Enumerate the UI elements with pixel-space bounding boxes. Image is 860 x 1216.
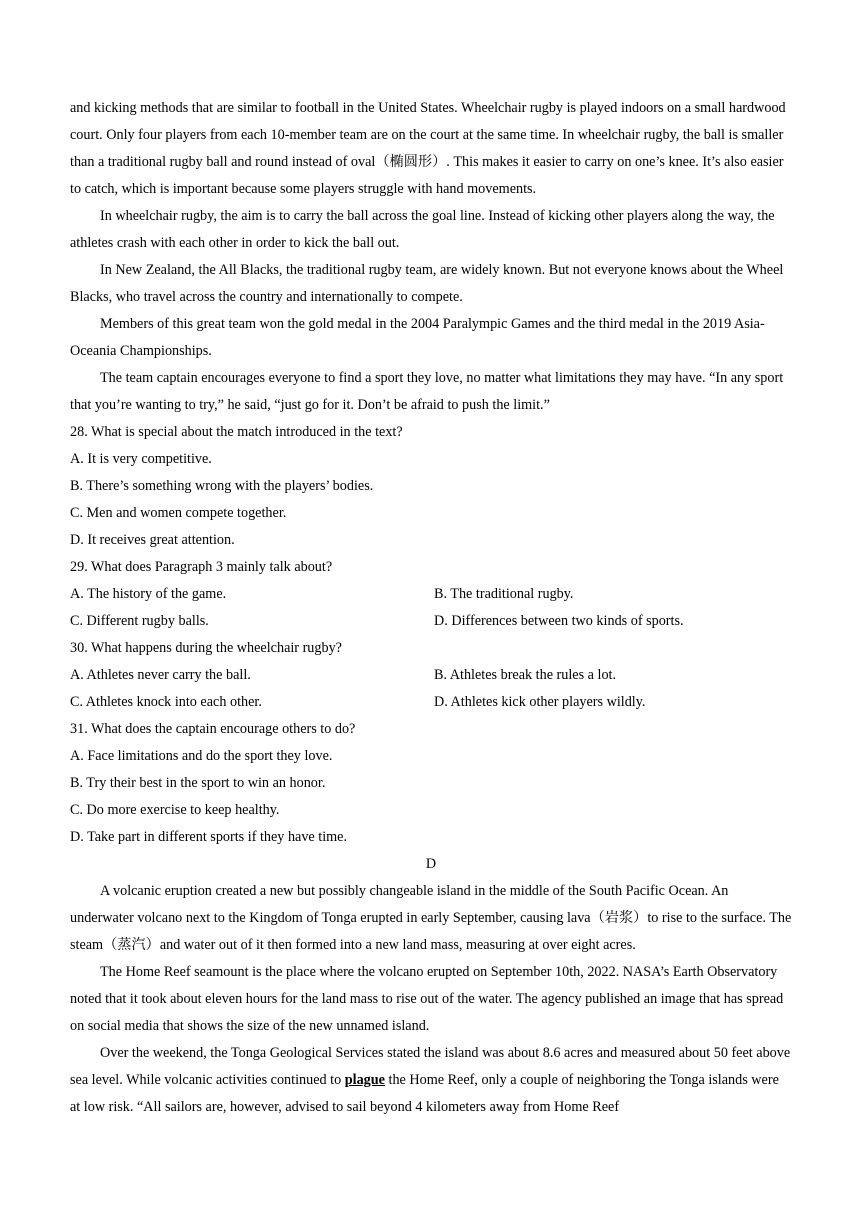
question-30-option-d: D. Athletes kick other players wildly.	[434, 694, 646, 710]
question-31-option-a: A. Face limitations and do the sport they love.	[70, 748, 333, 764]
section-d-title: D	[425, 856, 437, 872]
question-30-options-row-2	[70, 689, 792, 716]
document-page	[70, 95, 792, 1121]
question-29-options-row-1	[70, 581, 792, 608]
question-30-option-a: A. Athletes never carry the ball.	[70, 667, 251, 683]
question-30-option-c: C. Athletes knock into each other.	[70, 694, 262, 710]
passage-c-paragraph-3: In New Zealand, the All Blacks, the traditional rugby team, are widely known. But not everyone knows about the Wheel Blacks, who travel across the country and internationally to compete.	[70, 262, 784, 305]
question-31-option-c: C. Do more exercise to keep healthy.	[70, 802, 280, 818]
passage-d-p3-text-after: the Home Reef, only a couple of neighboring the Tonga islands were at low risk. “All sailors are, however, advised to sail beyond 4 kilometers away from Home Reef	[70, 1072, 779, 1115]
passage-d-paragraph-2: The Home Reef seamount is the place where the volcano erupted on September 10th, 2022. NASA’s Earth Observatory noted that it took about eleven hours for the land mass to rise out of the water. The agency published an image that has spread on social media that shows the size of the new unnamed island.	[70, 964, 784, 1034]
question-28-option-c: C. Men and women compete together.	[70, 505, 287, 521]
question-28-option-d: D. It receives great attention.	[70, 532, 235, 548]
question-31-option-d: D. Take part in different sports if they have time.	[70, 829, 348, 845]
passage-c-paragraph-1: and kicking methods that are similar to football in the United States. Wheelchair rugby is played indoors on a small hardwood court. Only four players from each 10-member team are on the court at the same time. In wheelchair rugby, the ball is smaller than a traditional rugby ball and round instead of oval（椭圆形）. This makes it easier to carry on one’s knee. It’s also easier to catch, which is important because some players struggle with hand movements.	[70, 100, 786, 197]
passage-d-paragraph-1: A volcanic eruption created a new but possibly changeable island in the middle of the South Pacific Ocean. An underwater volcano next to the Kingdom of Tonga erupted in early September, causing lava（岩浆）to rise to the surface. The steam（蒸汽）and water out of it then formed into a new land mass, measuring at over eight acres.	[70, 883, 792, 953]
passage-d-p3-text-before: Over the weekend, the Tonga Geological Services stated the island was about 8.6 acres and measured about 50 feet above sea level. While volcanic activities continued to	[70, 1045, 791, 1088]
keyword-plague: plague	[344, 1072, 385, 1088]
question-30-options-row-1	[70, 662, 792, 689]
passage-d-paragraph-3	[70, 1040, 792, 1121]
passage-c-paragraph-2: In wheelchair rugby, the aim is to carry the ball across the goal line. Instead of kicking other players along the way, the athletes crash with each other in order to kick the ball out.	[70, 208, 775, 251]
question-29-option-a: A. The history of the game.	[70, 586, 227, 602]
question-29-option-c: C. Different rugby balls.	[70, 613, 209, 629]
question-29-stem: 29. What does Paragraph 3 mainly talk about?	[70, 559, 333, 575]
passage-c-paragraph-4: Members of this great team won the gold medal in the 2004 Paralympic Games and the third medal in the 2019 Asia-Oceania Championships.	[70, 316, 765, 359]
question-30-stem: 30. What happens during the wheelchair rugby?	[70, 640, 342, 656]
passage-c-paragraph-5: The team captain encourages everyone to find a sport they love, no matter what limitations they may have. “In any sport that you’re wanting to try,” he said, “just go for it. Don’t be afraid to push the limit.”	[70, 370, 784, 413]
question-29-option-b: B. The traditional rugby.	[434, 586, 574, 602]
question-28-stem: 28. What is special about the match introduced in the text?	[70, 424, 403, 440]
question-28-option-a: A. It is very competitive.	[70, 451, 212, 467]
question-29-options-row-2	[70, 608, 792, 635]
question-31-stem: 31. What does the captain encourage others to do?	[70, 721, 356, 737]
question-30-option-b: B. Athletes break the rules a lot.	[434, 667, 617, 683]
question-29-option-d: D. Differences between two kinds of sports.	[434, 613, 684, 629]
question-28-option-b: B. There’s something wrong with the players’ bodies.	[70, 478, 374, 494]
question-31-option-b: B. Try their best in the sport to win an honor.	[70, 775, 326, 791]
